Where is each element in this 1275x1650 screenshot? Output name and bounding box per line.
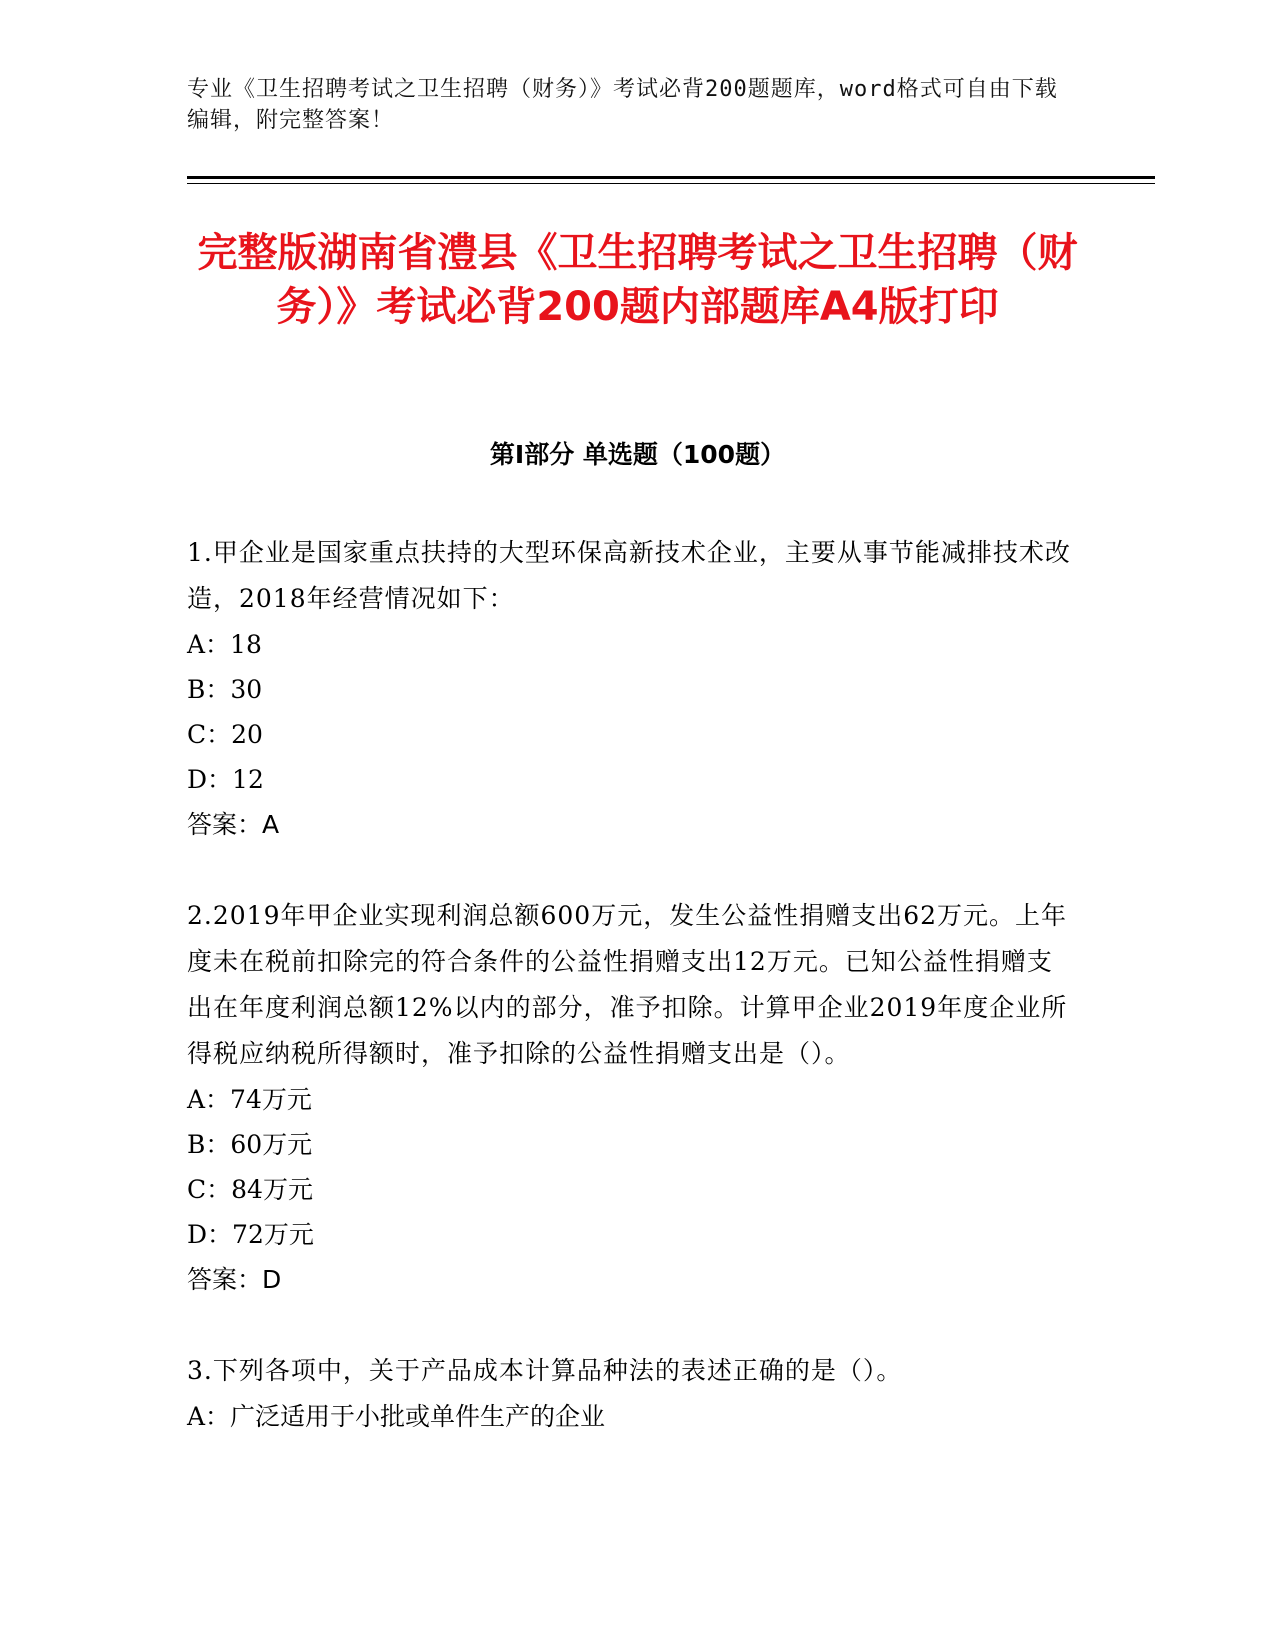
document-title: 完整版湖南省澧县《卫生招聘考试之卫生招聘（财务）》考试必背200题内部题库A4版打印 [197,230,1078,330]
option-a: A：广泛适用于小批或单件生产的企业 [187,1402,606,1431]
header-rule-thin [187,183,1155,184]
question-stem: 2.2019年甲企业实现利润总额600万元，发生公益性捐赠支出62万元。上年度未在税前扣除完的符合条件的公益性捐赠支出12万元。已知公益性捐赠支出在年度利润总额12%以内的部分，准予扣除。计算甲企业2019年度企业所得税应纳税所得额时，准予扣除的公益性捐赠支出是（）。 [187,901,1068,1068]
question-stem: 3.下列各项中，关于产品成本计算品种法的表述正确的是（）。 [187,1356,903,1385]
section-title: 第Ⅰ部分 单选题（100题） [489,440,786,469]
option-b: B：60万元 [187,1130,313,1159]
option-d: D：12 [187,765,264,794]
option-b: B：30 [187,675,263,704]
question-1 [187,530,1077,847]
question-stem: 1.甲企业是国家重点扶持的大型环保高新技术企业，主要从事节能减排技术改造，2018年经营情况如下： [187,538,1071,613]
option-c: C：20 [187,720,263,749]
option-a: A：18 [187,630,262,659]
question-2 [187,893,1077,1302]
question-list [187,530,1077,1485]
header-rule-thick [187,176,1155,179]
header-note: 专业《卫生招聘考试之卫生招聘（财务）》考试必背200题题库，word格式可自由下载编辑，附完整答案！ [187,77,1058,133]
option-c: C：84万元 [187,1175,313,1204]
question-3 [187,1348,1077,1439]
option-d: D：72万元 [187,1220,314,1249]
answer: 答案：D [187,1265,282,1294]
option-a: A：74万元 [187,1085,312,1114]
answer: 答案：A [187,810,280,839]
